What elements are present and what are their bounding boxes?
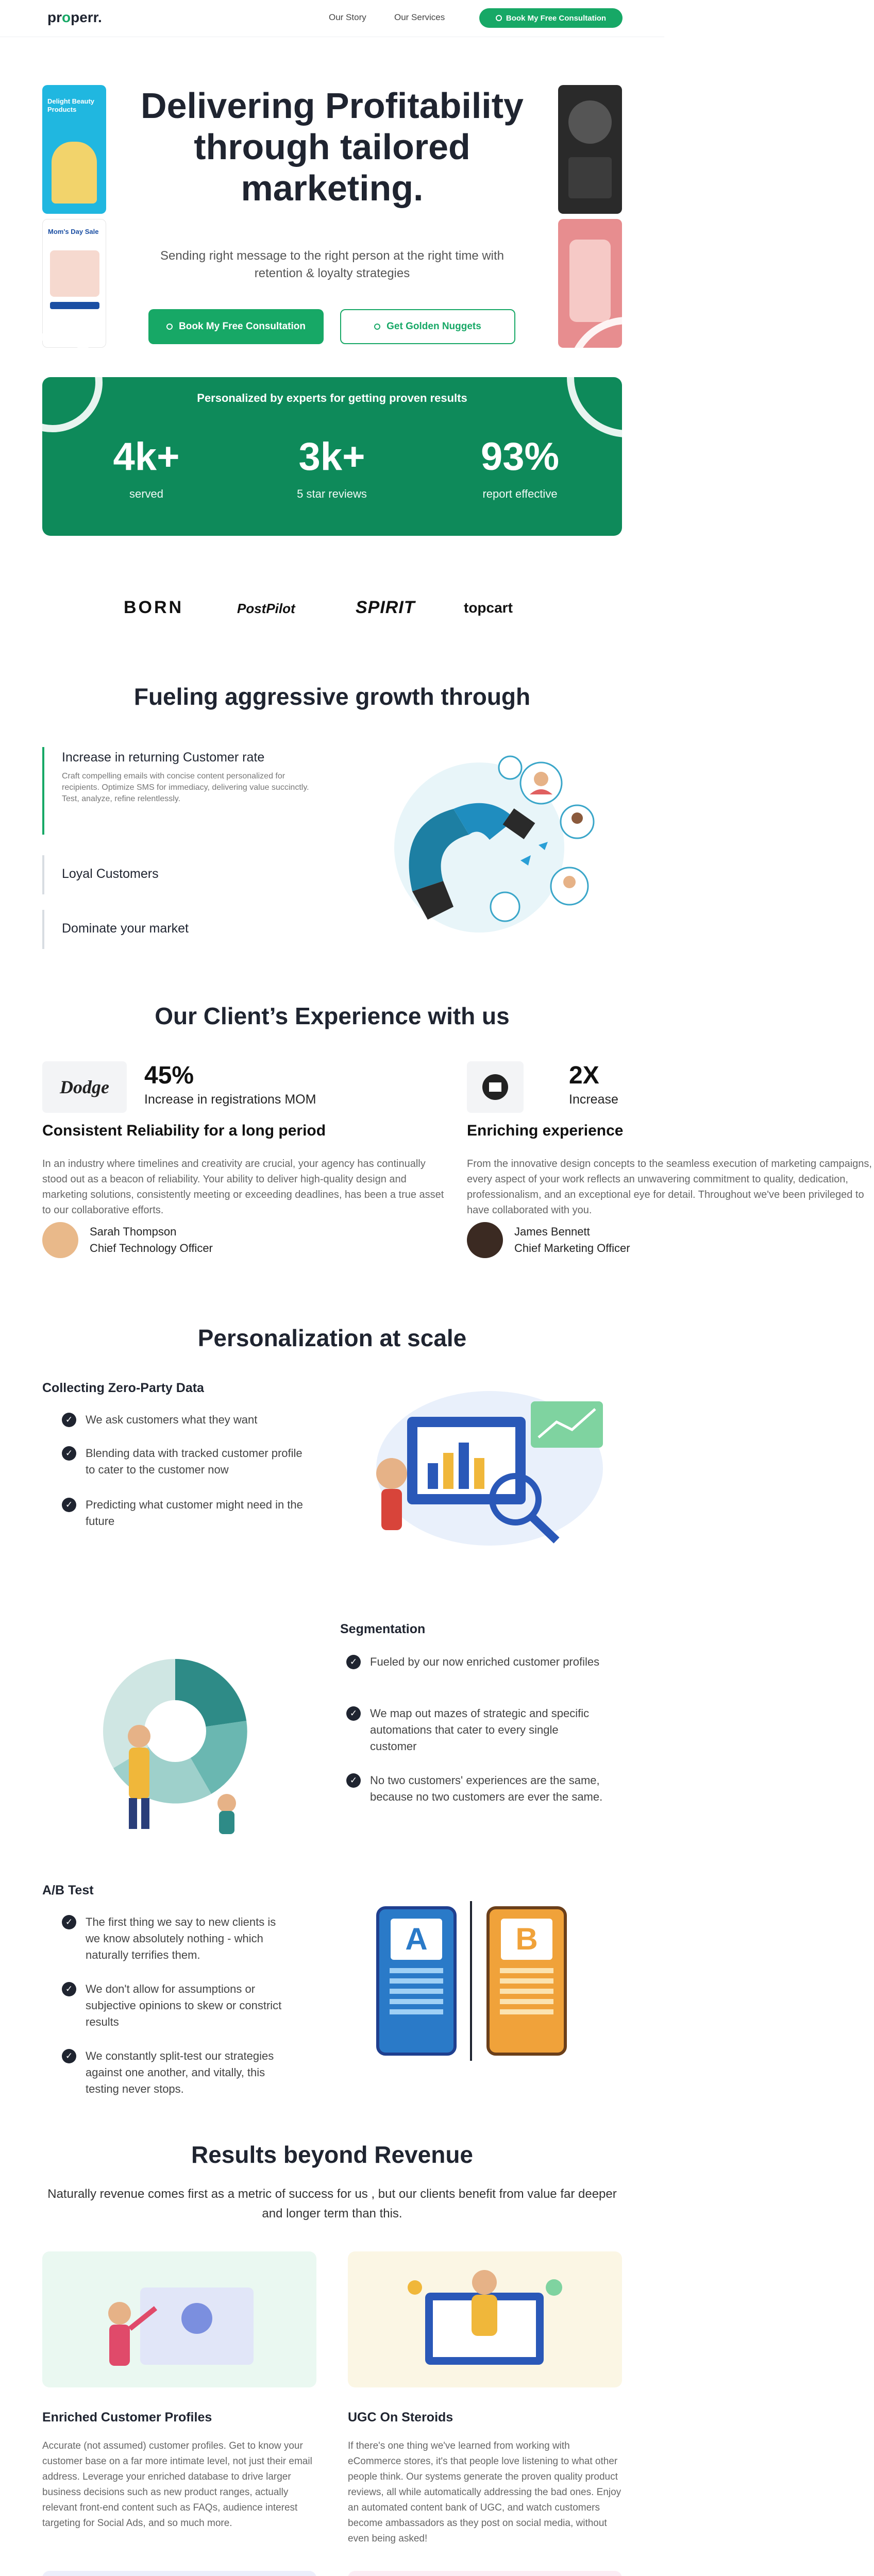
- pie-chart-illustration: [57, 1633, 283, 1839]
- nav-link-our-story[interactable]: Our Story: [329, 12, 366, 22]
- avatar: [467, 1222, 503, 1258]
- line: [390, 1989, 443, 1994]
- fueling-item-title: Loyal Customers: [62, 867, 159, 881]
- testimonial-metric-label: Increase in registrations MOM: [144, 1092, 316, 1107]
- line: [500, 1999, 553, 2004]
- hero-card-left-bottom-text: Mom's Day Sale: [48, 228, 99, 235]
- ab-divider: [470, 1901, 472, 2061]
- fueling-item-dominate[interactable]: [42, 910, 321, 949]
- top-nav: [0, 0, 664, 37]
- stat-value: 93%: [480, 435, 560, 479]
- stat-value: 4k+: [113, 435, 180, 479]
- testimonial-body: In an industry where timelines and creativity are crucial, your agency has continually stood out as a beacon of reliability. Your ability to deliver high-quality design and marketing solutions, consistently meeting or exceeding deadlines, has been a true asset to our collaborative efforts.: [42, 1158, 444, 1216]
- stat-served: [79, 434, 213, 501]
- promo-image: [50, 250, 99, 297]
- check-text: We ask customers what they want: [86, 1413, 258, 1426]
- active-indicator: [42, 747, 44, 835]
- phone-icon: [496, 15, 502, 21]
- testimonial-card: [467, 1061, 872, 1257]
- check-item: [346, 1705, 604, 1755]
- line: [500, 1968, 553, 1973]
- variant-a-label: A: [391, 1919, 442, 1960]
- logo[interactable]: properr.: [47, 9, 102, 25]
- testimonial-body: From the innovative design concepts to the seamless execution of marketing campaigns, every aspect of your work reflects an unwavering commitment to quality, dedication, professionalism, and an exceptional eye for detail. Throughout we've been privileged to have collaborated with you.: [467, 1158, 872, 1216]
- fueling-item-desc: Craft compelling emails with concise content personalized for recipients. Optimize SMS for immediacy, delivering value succinctly. Test, analyze, refine relentlessly.: [62, 772, 309, 803]
- dark-product-panel: [568, 157, 612, 198]
- variant-a-phone: [376, 1906, 457, 2056]
- line: [390, 2009, 443, 2014]
- check-text: No two customers' experiences are the same, because no two customers are ever the same.: [370, 1774, 603, 1803]
- check-icon: ✓: [62, 2049, 76, 2063]
- profiles-illustration: [42, 2251, 316, 2387]
- check-icon: ✓: [346, 1655, 361, 1669]
- check-icon: ✓: [62, 1982, 76, 1996]
- brand-logo-born: BORN: [124, 598, 184, 617]
- author-name: Sarah Thompson: [90, 1225, 177, 1238]
- fueling-item-title: Dominate your market: [62, 921, 189, 936]
- check-item: [346, 1654, 604, 1670]
- line: [390, 1999, 443, 2004]
- revenue-title: Results beyond Revenue: [191, 2141, 474, 2168]
- line: [500, 1978, 553, 1984]
- hero-nuggets-label: Get Golden Nuggets: [386, 321, 481, 332]
- nav-cta-label: Book My Free Consultation: [506, 13, 607, 23]
- testimonial-author: [467, 1222, 630, 1258]
- revenue-card-desc: Accurate (not assumed) customer profiles. Get to know your customer base on a far more intimate level, not just their email address. Leverage your enriched database to drive larger business decisions such as new product ranges, actually relevant front-end content such as FAQs, audience interest targeting for Social Ads, and so much more.: [42, 2441, 312, 2529]
- hero-title: Delivering Profitability through tailored marketing.: [141, 86, 524, 208]
- avatar: [42, 1222, 78, 1258]
- stat-label: served: [129, 487, 164, 500]
- variant-b-label: B: [501, 1919, 552, 1960]
- profiles-illustration-art: [42, 2251, 316, 2387]
- indicator: [42, 910, 44, 949]
- client-logo: [467, 1061, 524, 1113]
- revenue-card-community: [42, 2571, 316, 2576]
- check-item: [62, 1497, 304, 1530]
- fueling-item-title: Increase in returning Customer rate: [62, 750, 265, 765]
- revenue-card-desc: If there's one thing we've learned from working with eCommerce stores, it's that people love listening to what other people think. Our systems generate the proven quality product reviews, all while automatically addressing the bad ones. Enjoy an automated content bank of UGC, and watch customers become ambassadors as they post on social media, without even being asked!: [348, 2441, 621, 2544]
- pink-product-image: [569, 240, 611, 322]
- check-icon: ✓: [346, 1773, 361, 1788]
- hero-consultation-button[interactable]: [148, 309, 324, 344]
- stat-label: report effective: [482, 487, 558, 500]
- nav-link-our-services[interactable]: Our Services: [394, 12, 445, 22]
- line: [390, 1968, 443, 1973]
- check-item: [62, 1981, 283, 2030]
- client-logo-dodge: Dodge: [42, 1061, 127, 1113]
- hero-card-left-bottom: [42, 219, 106, 348]
- hero-consultation-label: Book My Free Consultation: [179, 321, 306, 332]
- check-text: We don't allow for assumptions or subjective opinions to skew or constrict results: [86, 1982, 282, 2028]
- check-text: The first thing we say to new clients is we know absolutely nothing - which naturally terrifies them.: [86, 1916, 276, 1961]
- promo-bar: [50, 302, 99, 309]
- hero-card-right-bottom: [558, 219, 622, 348]
- line: [390, 1978, 443, 1984]
- revenue-card-title: Enriched Customer Profiles: [42, 2410, 212, 2425]
- indicator: [42, 855, 44, 894]
- line: [500, 1989, 553, 1994]
- ab-test-heading: A/B Test: [42, 1883, 94, 1897]
- check-item: [62, 2048, 283, 2097]
- hero-subtitle: Sending right message to the right person at the right time with retention & loyalty strategies: [160, 249, 505, 280]
- community-illustration-art: [42, 2571, 316, 2576]
- check-text: We map out mazes of strategic and specific automations that cater to every single customer: [370, 1707, 590, 1753]
- product-illustration: [52, 142, 97, 204]
- testimonial-author: [42, 1222, 213, 1258]
- loyalty-illustration-art: [348, 2571, 622, 2576]
- zero-party-heading: Collecting Zero-Party Data: [42, 1381, 204, 1395]
- check-icon: ✓: [62, 1498, 76, 1512]
- check-icon: ✓: [346, 1706, 361, 1721]
- testimonial-metric: 45%: [144, 1062, 194, 1089]
- revenue-subtitle: Naturally revenue comes first as a metric of success for us , but our clients benefit from value far deeper and longer term than this.: [47, 2187, 617, 2221]
- check-item: [62, 1412, 304, 1428]
- check-item: [346, 1772, 604, 1805]
- testimonial-metric-label: Increase: [569, 1092, 618, 1107]
- dark-product-image: [568, 100, 612, 144]
- hero-card-left-top-text: Delight Beauty Products: [47, 97, 95, 113]
- ugc-illustration-art: [348, 2251, 622, 2387]
- testimonial-metric: 2X: [569, 1062, 599, 1089]
- segmentation-heading: Segmentation: [340, 1622, 426, 1636]
- stats-banner: [42, 377, 622, 536]
- check-text: Fueled by our now enriched customer profiles: [370, 1655, 600, 1668]
- check-icon: ✓: [62, 1446, 76, 1461]
- revenue-card-title: UGC On Steroids: [348, 2410, 453, 2425]
- hero-nuggets-button[interactable]: [340, 309, 515, 344]
- testimonial-heading: Enriching experience: [467, 1122, 624, 1139]
- ugc-illustration: [348, 2251, 622, 2387]
- data-analysis-illustration: [361, 1381, 618, 1551]
- check-text: We constantly split-test our strategies against one another, and vitally, this testing never stops.: [86, 2049, 274, 2095]
- stat-label: 5 star reviews: [297, 487, 367, 500]
- fueling-item-returning-rate[interactable]: [42, 747, 321, 835]
- check-text: Blending data with tracked customer profile to cater to the customer now: [86, 1447, 302, 1476]
- stat-value: 3k+: [298, 435, 365, 479]
- variant-b-phone: [486, 1906, 567, 2056]
- loyalty-illustration: [348, 2571, 622, 2576]
- hero-card-right-top: [558, 85, 622, 214]
- author-name: James Bennett: [514, 1225, 590, 1238]
- testimonial-heading: Consistent Reliability for a long period: [42, 1122, 326, 1139]
- check-text: Predicting what customer might need in the future: [86, 1498, 303, 1528]
- phone-icon: [166, 324, 173, 330]
- fueling-item-loyal[interactable]: [42, 855, 321, 894]
- stats-title: Personalized by experts for getting proven results: [197, 392, 467, 404]
- revenue-card-profiles: [42, 2251, 316, 2531]
- hero-card-left-top: [42, 85, 106, 214]
- check-icon: ✓: [62, 1915, 76, 1929]
- nav-consultation-button[interactable]: [479, 8, 623, 28]
- check-item: [62, 1445, 304, 1478]
- check-item: [62, 1914, 283, 1963]
- client-logo-mark: [481, 1073, 509, 1101]
- brand-logo-topcart: topcart: [464, 600, 513, 616]
- check-icon: ✓: [62, 1413, 76, 1427]
- brand-logo-spirit: SPIRIT: [356, 598, 415, 617]
- envelope-icon: [374, 324, 380, 330]
- testimonials-title: Our Client’s Experience with us: [155, 1003, 510, 1029]
- author-role: Chief Marketing Officer: [514, 1242, 630, 1255]
- stat-effective: [453, 434, 587, 501]
- author-role: Chief Technology Officer: [90, 1242, 213, 1255]
- line: [500, 2009, 553, 2014]
- revenue-card-loyalty: [348, 2571, 622, 2576]
- personalization-title: Personalization at scale: [197, 1325, 467, 1351]
- stat-reviews: [265, 434, 399, 501]
- testimonial-card: [42, 1061, 449, 1257]
- revenue-card-ugc: [348, 2251, 622, 2547]
- community-illustration: [42, 2571, 316, 2576]
- brand-logo-postpilot: PostPilot: [237, 601, 295, 616]
- magnet-illustration: [335, 737, 624, 953]
- fueling-title: Fueling aggressive growth through: [133, 683, 531, 710]
